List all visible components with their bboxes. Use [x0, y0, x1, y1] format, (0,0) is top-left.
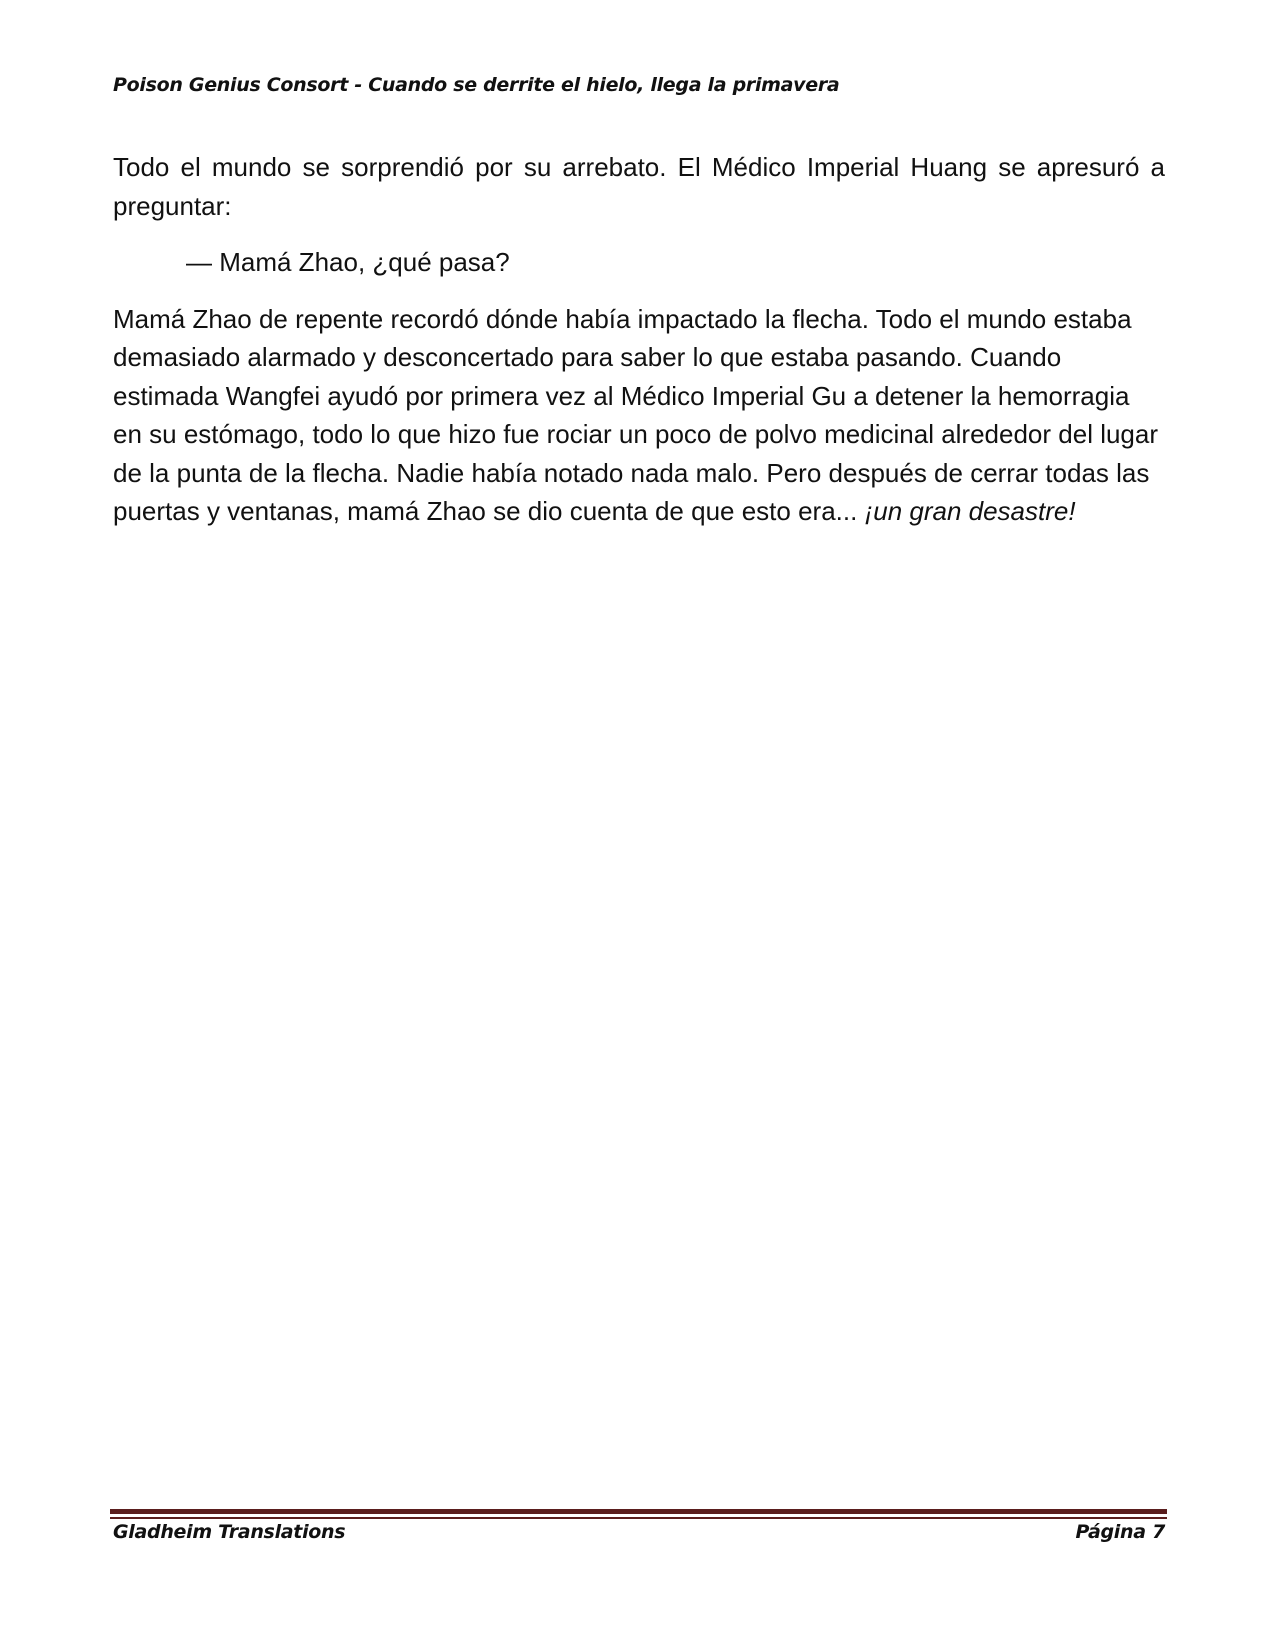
footer-publisher: Gladheim Translations: [113, 1521, 346, 1543]
footer-rule-thin: [110, 1517, 1167, 1519]
page-footer: [113, 1521, 1165, 1543]
paragraph-3-text: Mamá Zhao de repente recordó dónde había impactado la flecha. Todo el mundo estaba demasiado alarmado y desconcertado para saber lo que estaba pasando. Cuando estimada Wangfei ayudó por primera vez al Médico Imperial Gu a detener la hemorragia en su estómago, todo lo que hizo fue rociar un poco de polvo medicinal alrededor del lugar de la punta de la flecha. Nadie había notado nada malo. Pero después de cerrar todas las puertas y ventanas, mamá Zhao se dio cuenta de que esto era...: [113, 303, 1159, 526]
page-number: 7: [1152, 1521, 1165, 1543]
footer-rule: [110, 1509, 1167, 1519]
paragraph-1: Todo el mundo se sorprendió por su arrebato. El Médico Imperial Huang se apresuró a preguntar:: [113, 152, 1165, 221]
header-title: Poison Genius Consort - Cuando se derrite el hielo, llega la primavera: [113, 74, 840, 96]
paragraph-3: [113, 300, 1165, 531]
document-body: [113, 148, 1165, 549]
dialogue-line: — Mamá Zhao, ¿qué pasa?: [186, 247, 510, 277]
footer-rule-thick: [110, 1509, 1167, 1514]
page-label: Página: [1075, 1521, 1146, 1543]
page-number-block: [1076, 1521, 1165, 1543]
page-header: [113, 74, 1163, 96]
paragraph-3-emphasis: ¡un gran desastre!: [864, 496, 1076, 526]
